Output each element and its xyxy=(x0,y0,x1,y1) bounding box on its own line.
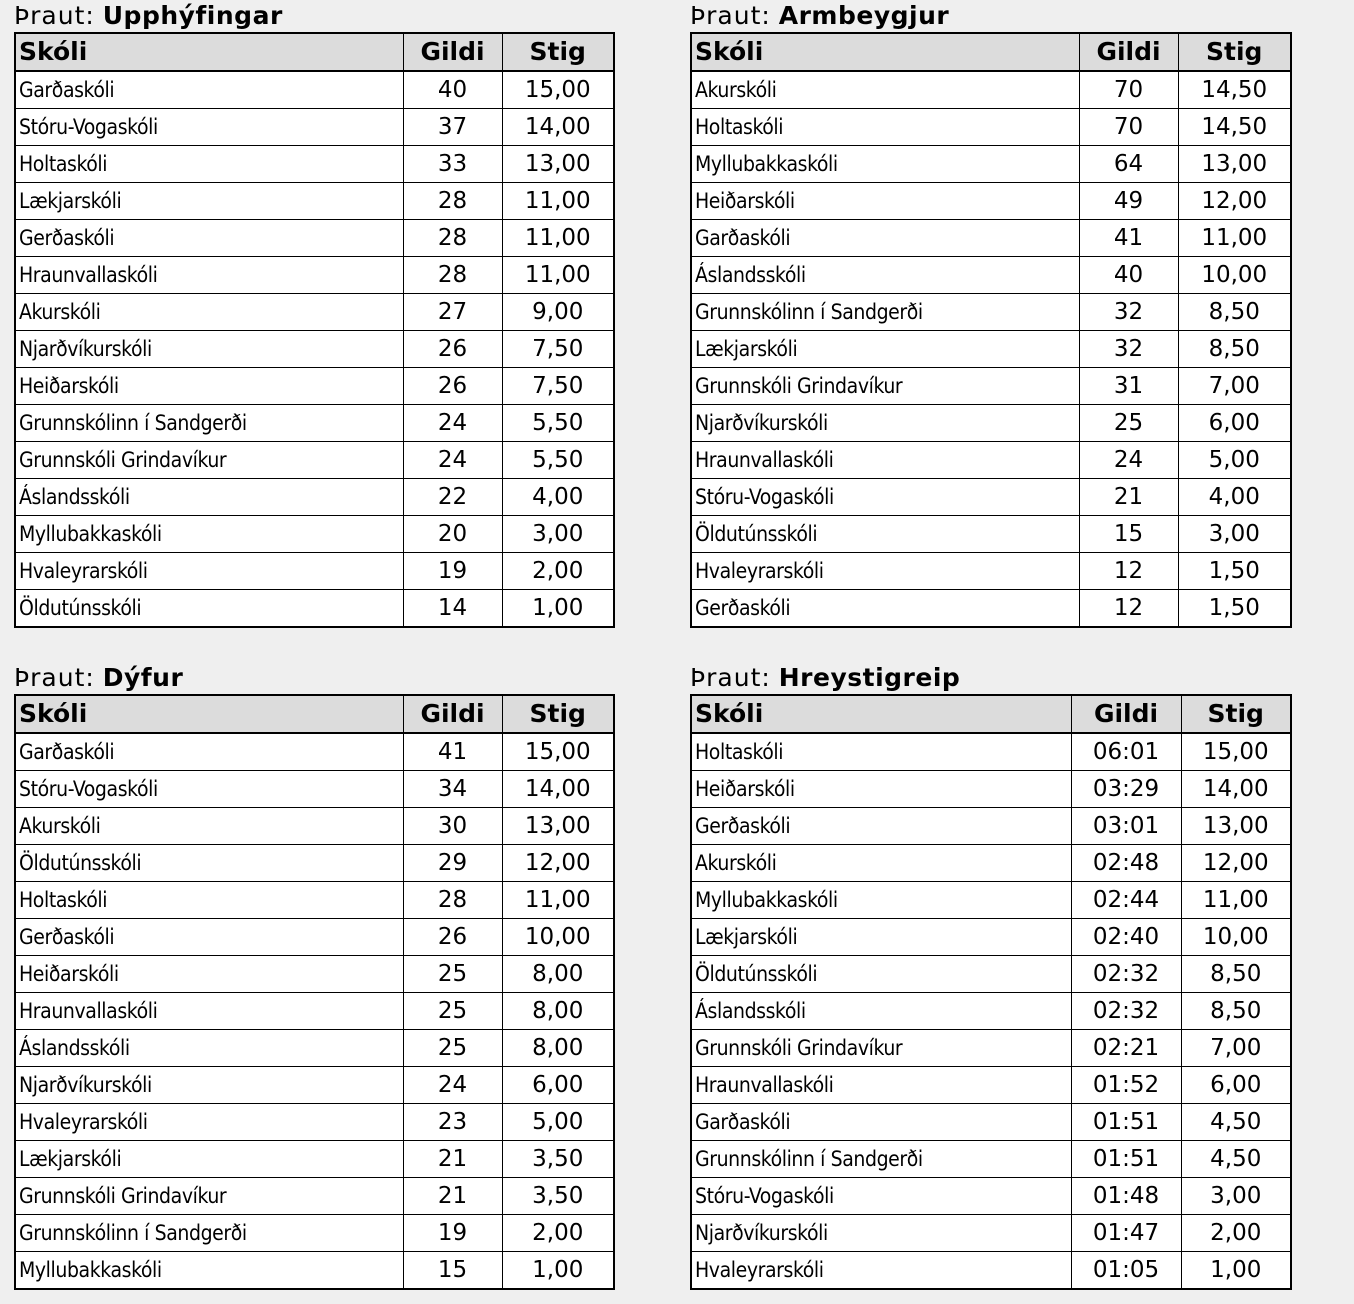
points-cell: 15,00 xyxy=(1181,733,1291,771)
value-cell: 24 xyxy=(1079,442,1178,479)
value-cell: 01:51 xyxy=(1071,1104,1181,1141)
results-table xyxy=(690,694,1292,1290)
school-cell: Áslandsskóli xyxy=(15,479,403,516)
value-cell: 02:32 xyxy=(1071,956,1181,993)
points-cell: 13,00 xyxy=(1178,146,1291,183)
value-cell: 15 xyxy=(403,1252,502,1290)
value-cell: 28 xyxy=(403,257,502,294)
school-cell: Akurskóli xyxy=(691,71,1079,109)
value-cell: 02:40 xyxy=(1071,919,1181,956)
table-row xyxy=(15,331,614,368)
school-cell: Hvaleyrarskóli xyxy=(691,553,1079,590)
points-cell: 7,00 xyxy=(1178,368,1291,405)
table-row xyxy=(691,845,1291,882)
table-row xyxy=(691,882,1291,919)
value-cell: 31 xyxy=(1079,368,1178,405)
points-cell: 2,00 xyxy=(502,553,614,590)
points-cell: 4,00 xyxy=(502,479,614,516)
table-row xyxy=(691,183,1291,220)
value-cell: 28 xyxy=(403,183,502,220)
school-cell: Hraunvallaskóli xyxy=(691,442,1079,479)
points-cell: 3,00 xyxy=(1181,1178,1291,1215)
points-cell: 13,00 xyxy=(502,808,614,845)
value-cell: 37 xyxy=(403,109,502,146)
school-cell: Gerðaskóli xyxy=(691,808,1071,845)
header-points: Stig xyxy=(502,33,614,71)
table-row xyxy=(691,1104,1291,1141)
table-row xyxy=(15,516,614,553)
value-cell: 27 xyxy=(403,294,502,331)
header-school: Skóli xyxy=(691,33,1079,71)
event-prefix: Þraut: xyxy=(690,663,771,692)
table-row xyxy=(15,1215,614,1252)
school-cell: Holtaskóli xyxy=(691,109,1079,146)
points-cell: 3,50 xyxy=(502,1141,614,1178)
value-cell: 64 xyxy=(1079,146,1178,183)
table-row xyxy=(691,1030,1291,1067)
table-row xyxy=(15,1252,614,1290)
points-cell: 4,00 xyxy=(1178,479,1291,516)
table-row xyxy=(691,405,1291,442)
value-cell: 26 xyxy=(403,919,502,956)
points-cell: 14,00 xyxy=(502,109,614,146)
points-cell: 1,00 xyxy=(502,590,614,628)
school-cell: Áslandsskóli xyxy=(15,1030,403,1067)
school-cell: Garðaskóli xyxy=(15,71,403,109)
value-cell: 26 xyxy=(403,368,502,405)
event-prefix: Þraut: xyxy=(14,1,95,30)
points-cell: 12,00 xyxy=(1178,183,1291,220)
points-cell: 14,00 xyxy=(1181,771,1291,808)
value-cell: 41 xyxy=(1079,220,1178,257)
event-name: Upphýfingar xyxy=(102,1,283,30)
value-cell: 01:52 xyxy=(1071,1067,1181,1104)
header-value: Gildi xyxy=(1071,695,1181,733)
value-cell: 25 xyxy=(403,956,502,993)
points-cell: 13,00 xyxy=(1181,808,1291,845)
table-row xyxy=(15,808,614,845)
table-row xyxy=(15,553,614,590)
table-row xyxy=(691,1141,1291,1178)
table-row xyxy=(691,479,1291,516)
school-cell: Njarðvíkurskóli xyxy=(691,1215,1071,1252)
table-row xyxy=(15,479,614,516)
school-cell: Holtaskóli xyxy=(691,733,1071,771)
school-cell: Hraunvallaskóli xyxy=(15,993,403,1030)
points-cell: 5,00 xyxy=(1178,442,1291,479)
value-cell: 28 xyxy=(403,220,502,257)
event-block-upphyfingar xyxy=(14,0,614,625)
event-name: Hreystigreip xyxy=(778,663,961,692)
value-cell: 03:29 xyxy=(1071,771,1181,808)
value-cell: 28 xyxy=(403,882,502,919)
value-cell: 34 xyxy=(403,771,502,808)
points-cell: 15,00 xyxy=(502,71,614,109)
value-cell: 25 xyxy=(403,1030,502,1067)
table-row xyxy=(691,1252,1291,1290)
value-cell: 49 xyxy=(1079,183,1178,220)
table-row xyxy=(15,733,614,771)
event-caption xyxy=(690,662,960,694)
value-cell: 21 xyxy=(403,1141,502,1178)
results-table xyxy=(14,694,615,1290)
school-cell: Áslandsskóli xyxy=(691,993,1071,1030)
table-row xyxy=(691,516,1291,553)
event-caption xyxy=(14,0,283,32)
points-cell: 3,00 xyxy=(502,516,614,553)
points-cell: 8,50 xyxy=(1178,331,1291,368)
points-cell: 13,00 xyxy=(502,146,614,183)
school-cell: Hraunvallaskóli xyxy=(691,1067,1071,1104)
value-cell: 12 xyxy=(1079,590,1178,628)
value-cell: 06:01 xyxy=(1071,733,1181,771)
school-cell: Akurskóli xyxy=(15,808,403,845)
points-cell: 5,00 xyxy=(502,1104,614,1141)
table-row xyxy=(691,331,1291,368)
value-cell: 22 xyxy=(403,479,502,516)
table-row xyxy=(691,993,1291,1030)
value-cell: 40 xyxy=(403,71,502,109)
table-row xyxy=(691,956,1291,993)
school-cell: Hvaleyrarskóli xyxy=(691,1252,1071,1290)
table-row xyxy=(691,220,1291,257)
table-row xyxy=(691,442,1291,479)
table-row xyxy=(15,1104,614,1141)
table-row xyxy=(15,1141,614,1178)
value-cell: 02:32 xyxy=(1071,993,1181,1030)
value-cell: 23 xyxy=(403,1104,502,1141)
school-cell: Myllubakkaskóli xyxy=(691,882,1071,919)
event-caption xyxy=(690,0,949,32)
table-row xyxy=(15,257,614,294)
school-cell: Holtaskóli xyxy=(15,882,403,919)
school-cell: Lækjarskóli xyxy=(15,1141,403,1178)
school-cell: Lækjarskóli xyxy=(691,331,1079,368)
school-cell: Akurskóli xyxy=(691,845,1071,882)
school-cell: Garðaskóli xyxy=(691,1104,1071,1141)
value-cell: 02:48 xyxy=(1071,845,1181,882)
points-cell: 11,00 xyxy=(502,257,614,294)
header-points: Stig xyxy=(502,695,614,733)
value-cell: 01:51 xyxy=(1071,1141,1181,1178)
school-cell: Myllubakkaskóli xyxy=(15,1252,403,1290)
school-cell: Hvaleyrarskóli xyxy=(15,553,403,590)
table-row xyxy=(15,1030,614,1067)
school-cell: Stóru-Vogaskóli xyxy=(691,1178,1071,1215)
results-table xyxy=(690,32,1292,628)
school-cell: Grunnskóli Grindavíkur xyxy=(15,442,403,479)
event-name: Armbeygjur xyxy=(778,1,950,30)
header-value: Gildi xyxy=(403,33,502,71)
header-points: Stig xyxy=(1178,33,1291,71)
school-cell: Stóru-Vogaskóli xyxy=(691,479,1079,516)
table-row xyxy=(691,553,1291,590)
school-cell: Grunnskólinn í Sandgerði xyxy=(691,1141,1071,1178)
table-row xyxy=(15,1067,614,1104)
table-row xyxy=(15,405,614,442)
points-cell: 11,00 xyxy=(502,183,614,220)
value-cell: 25 xyxy=(403,993,502,1030)
table-header-row xyxy=(691,33,1291,71)
school-cell: Myllubakkaskóli xyxy=(691,146,1079,183)
school-cell: Grunnskóli Grindavíkur xyxy=(691,1030,1071,1067)
points-cell: 1,50 xyxy=(1178,590,1291,628)
value-cell: 19 xyxy=(403,553,502,590)
table-header-row xyxy=(15,33,614,71)
school-cell: Heiðarskóli xyxy=(691,771,1071,808)
school-cell: Lækjarskóli xyxy=(15,183,403,220)
table-row xyxy=(15,368,614,405)
school-cell: Grunnskólinn í Sandgerði xyxy=(15,405,403,442)
school-cell: Öldutúnsskóli xyxy=(691,516,1079,553)
school-cell: Gerðaskóli xyxy=(691,590,1079,628)
school-cell: Heiðarskóli xyxy=(691,183,1079,220)
table-row xyxy=(691,109,1291,146)
points-cell: 9,00 xyxy=(502,294,614,331)
points-cell: 14,50 xyxy=(1178,71,1291,109)
school-cell: Stóru-Vogaskóli xyxy=(15,109,403,146)
school-cell: Áslandsskóli xyxy=(691,257,1079,294)
points-cell: 8,00 xyxy=(502,1030,614,1067)
header-value: Gildi xyxy=(403,695,502,733)
points-cell: 6,00 xyxy=(502,1067,614,1104)
points-cell: 8,50 xyxy=(1181,993,1291,1030)
school-cell: Stóru-Vogaskóli xyxy=(15,771,403,808)
value-cell: 02:21 xyxy=(1071,1030,1181,1067)
table-row xyxy=(15,294,614,331)
school-cell: Grunnskóli Grindavíkur xyxy=(691,368,1079,405)
header-school: Skóli xyxy=(691,695,1071,733)
school-cell: Grunnskólinn í Sandgerði xyxy=(691,294,1079,331)
points-cell: 11,00 xyxy=(502,882,614,919)
value-cell: 12 xyxy=(1079,553,1178,590)
points-cell: 11,00 xyxy=(1181,882,1291,919)
points-cell: 1,00 xyxy=(502,1252,614,1290)
school-cell: Öldutúnsskóli xyxy=(15,590,403,628)
points-cell: 8,50 xyxy=(1178,294,1291,331)
value-cell: 70 xyxy=(1079,109,1178,146)
header-school: Skóli xyxy=(15,695,403,733)
school-cell: Akurskóli xyxy=(15,294,403,331)
value-cell: 03:01 xyxy=(1071,808,1181,845)
value-cell: 70 xyxy=(1079,71,1178,109)
value-cell: 25 xyxy=(1079,405,1178,442)
table-row xyxy=(15,845,614,882)
table-row xyxy=(691,257,1291,294)
school-cell: Heiðarskóli xyxy=(15,956,403,993)
table-row xyxy=(691,71,1291,109)
event-caption xyxy=(14,662,183,694)
value-cell: 32 xyxy=(1079,294,1178,331)
table-header-row xyxy=(15,695,614,733)
points-cell: 3,50 xyxy=(502,1178,614,1215)
points-cell: 14,50 xyxy=(1178,109,1291,146)
value-cell: 24 xyxy=(403,442,502,479)
value-cell: 14 xyxy=(403,590,502,628)
school-cell: Garðaskóli xyxy=(15,733,403,771)
school-cell: Grunnskóli Grindavíkur xyxy=(15,1178,403,1215)
points-cell: 10,00 xyxy=(1178,257,1291,294)
school-cell: Hvaleyrarskóli xyxy=(15,1104,403,1141)
value-cell: 21 xyxy=(1079,479,1178,516)
points-cell: 6,00 xyxy=(1178,405,1291,442)
points-cell: 2,00 xyxy=(1181,1215,1291,1252)
table-row xyxy=(691,733,1291,771)
table-row xyxy=(15,71,614,109)
points-cell: 11,00 xyxy=(502,220,614,257)
table-row xyxy=(691,771,1291,808)
table-row xyxy=(15,590,614,628)
event-name: Dýfur xyxy=(102,663,184,692)
points-cell: 1,50 xyxy=(1178,553,1291,590)
school-cell: Njarðvíkurskóli xyxy=(15,1067,403,1104)
points-cell: 7,50 xyxy=(502,331,614,368)
points-cell: 10,00 xyxy=(1181,919,1291,956)
value-cell: 01:47 xyxy=(1071,1215,1181,1252)
school-cell: Myllubakkaskóli xyxy=(15,516,403,553)
table-row xyxy=(691,146,1291,183)
school-cell: Öldutúnsskóli xyxy=(691,956,1071,993)
table-row xyxy=(15,183,614,220)
table-row xyxy=(15,919,614,956)
table-row xyxy=(15,442,614,479)
table-row xyxy=(691,1067,1291,1104)
event-block-armbeygjur xyxy=(690,0,1292,625)
points-cell: 12,00 xyxy=(1181,845,1291,882)
points-cell: 3,00 xyxy=(1178,516,1291,553)
table-header-row xyxy=(691,695,1291,733)
points-cell: 5,50 xyxy=(502,442,614,479)
points-cell: 8,00 xyxy=(502,956,614,993)
event-prefix: Þraut: xyxy=(14,663,95,692)
table-row xyxy=(15,771,614,808)
points-cell: 10,00 xyxy=(502,919,614,956)
points-cell: 5,50 xyxy=(502,405,614,442)
points-cell: 11,00 xyxy=(1178,220,1291,257)
event-block-dyfur xyxy=(14,662,614,1287)
school-cell: Njarðvíkurskóli xyxy=(691,405,1079,442)
table-row xyxy=(15,109,614,146)
table-row xyxy=(691,590,1291,628)
table-row xyxy=(691,808,1291,845)
value-cell: 01:05 xyxy=(1071,1252,1181,1290)
value-cell: 21 xyxy=(403,1178,502,1215)
results-table xyxy=(14,32,615,628)
event-block-hreystigreip xyxy=(690,662,1292,1287)
table-row xyxy=(691,1215,1291,1252)
header-school: Skóli xyxy=(15,33,403,71)
value-cell: 40 xyxy=(1079,257,1178,294)
value-cell: 33 xyxy=(403,146,502,183)
points-cell: 14,00 xyxy=(502,771,614,808)
table-row xyxy=(15,882,614,919)
table-row xyxy=(15,146,614,183)
table-row xyxy=(15,1178,614,1215)
school-cell: Garðaskóli xyxy=(691,220,1079,257)
table-row xyxy=(691,919,1291,956)
points-cell: 12,00 xyxy=(502,845,614,882)
school-cell: Lækjarskóli xyxy=(691,919,1071,956)
value-cell: 15 xyxy=(1079,516,1178,553)
table-row xyxy=(691,1178,1291,1215)
value-cell: 20 xyxy=(403,516,502,553)
table-row xyxy=(15,956,614,993)
value-cell: 29 xyxy=(403,845,502,882)
table-row xyxy=(15,993,614,1030)
points-cell: 4,50 xyxy=(1181,1104,1291,1141)
school-cell: Hraunvallaskóli xyxy=(15,257,403,294)
points-cell: 7,50 xyxy=(502,368,614,405)
school-cell: Öldutúnsskóli xyxy=(15,845,403,882)
points-cell: 7,00 xyxy=(1181,1030,1291,1067)
school-cell: Heiðarskóli xyxy=(15,368,403,405)
value-cell: 32 xyxy=(1079,331,1178,368)
points-cell: 8,50 xyxy=(1181,956,1291,993)
points-cell: 8,00 xyxy=(502,993,614,1030)
value-cell: 01:48 xyxy=(1071,1178,1181,1215)
header-value: Gildi xyxy=(1079,33,1178,71)
points-cell: 1,00 xyxy=(1181,1252,1291,1290)
value-cell: 41 xyxy=(403,733,502,771)
points-cell: 2,00 xyxy=(502,1215,614,1252)
value-cell: 02:44 xyxy=(1071,882,1181,919)
table-row xyxy=(691,368,1291,405)
school-cell: Holtaskóli xyxy=(15,146,403,183)
points-cell: 6,00 xyxy=(1181,1067,1291,1104)
value-cell: 26 xyxy=(403,331,502,368)
school-cell: Gerðaskóli xyxy=(15,220,403,257)
school-cell: Gerðaskóli xyxy=(15,919,403,956)
value-cell: 24 xyxy=(403,1067,502,1104)
school-cell: Njarðvíkurskóli xyxy=(15,331,403,368)
table-row xyxy=(691,294,1291,331)
points-cell: 4,50 xyxy=(1181,1141,1291,1178)
points-cell: 15,00 xyxy=(502,733,614,771)
header-points: Stig xyxy=(1181,695,1291,733)
event-prefix: Þraut: xyxy=(690,1,771,30)
value-cell: 30 xyxy=(403,808,502,845)
value-cell: 19 xyxy=(403,1215,502,1252)
table-row xyxy=(15,220,614,257)
value-cell: 24 xyxy=(403,405,502,442)
school-cell: Grunnskólinn í Sandgerði xyxy=(15,1215,403,1252)
